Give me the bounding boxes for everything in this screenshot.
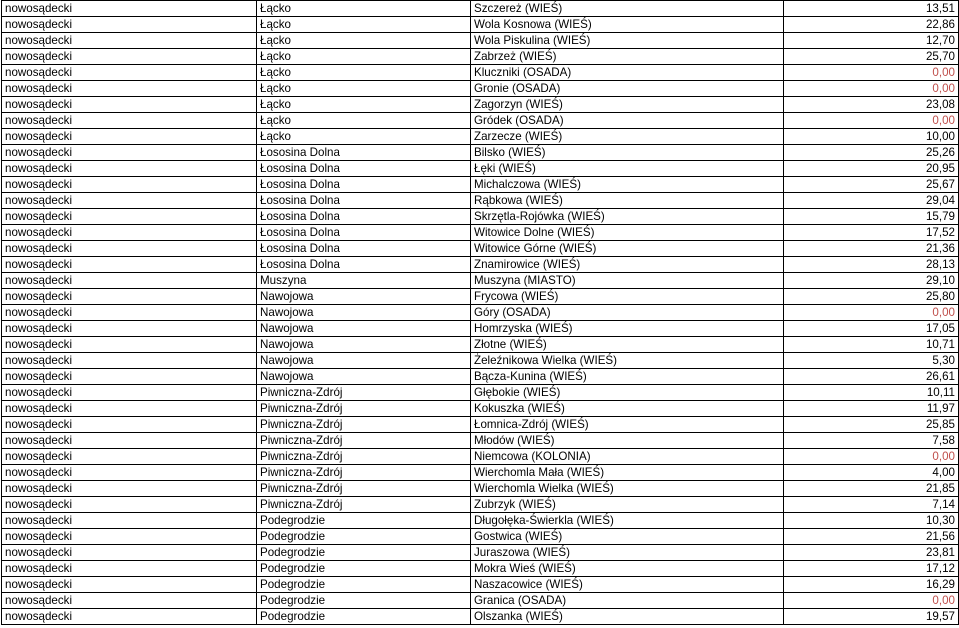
miejscowosc-cell[interactable]: Góry (OSADA) xyxy=(471,305,784,321)
table-row xyxy=(2,497,959,513)
value-cell[interactable]: 11,97 xyxy=(784,401,959,417)
miejscowosc-cell[interactable]: Długołęka-Świerkla (WIEŚ) xyxy=(471,513,784,529)
gmina-cell[interactable]: Podegrodzie xyxy=(257,577,471,593)
powiat-cell[interactable]: nowosądecki xyxy=(2,225,257,241)
value-cell[interactable]: 21,56 xyxy=(784,529,959,545)
powiat-cell[interactable]: nowosądecki xyxy=(2,305,257,321)
powiat-cell[interactable]: nowosądecki xyxy=(2,193,257,209)
table-row xyxy=(2,225,959,241)
miejscowosc-cell[interactable]: Zarzecze (WIEŚ) xyxy=(471,129,784,145)
table-row xyxy=(2,321,959,337)
powiat-cell[interactable]: nowosądecki xyxy=(2,145,257,161)
miejscowosc-cell[interactable]: Zabrzeż (WIEŚ) xyxy=(471,49,784,65)
table-row xyxy=(2,209,959,225)
miejscowosc-cell[interactable]: Naszacowice (WIEŚ) xyxy=(471,577,784,593)
table-row xyxy=(2,273,959,289)
gmina-cell[interactable]: Nawojowa xyxy=(257,337,471,353)
table-row xyxy=(2,81,959,97)
miejscowosc-cell[interactable]: Gródek (OSADA) xyxy=(471,113,784,129)
table-row xyxy=(2,417,959,433)
gmina-cell[interactable]: Łącko xyxy=(257,49,471,65)
miejscowosc-cell[interactable]: Łęki (WIEŚ) xyxy=(471,161,784,177)
powiat-cell[interactable]: nowosądecki xyxy=(2,321,257,337)
powiat-cell[interactable]: nowosądecki xyxy=(2,465,257,481)
powiat-cell[interactable]: nowosądecki xyxy=(2,17,257,33)
value-cell[interactable]: 12,70 xyxy=(784,33,959,49)
gmina-cell[interactable]: Podegrodzie xyxy=(257,609,471,625)
powiat-cell[interactable]: nowosądecki xyxy=(2,513,257,529)
powiat-cell[interactable]: nowosądecki xyxy=(2,1,257,17)
value-cell[interactable]: 25,80 xyxy=(784,289,959,305)
table-body xyxy=(2,1,959,625)
table-row xyxy=(2,17,959,33)
table-row xyxy=(2,609,959,625)
table-row xyxy=(2,145,959,161)
value-cell[interactable]: 28,13 xyxy=(784,257,959,273)
gmina-cell[interactable]: Łososina Dolna xyxy=(257,193,471,209)
value-cell[interactable]: 4,00 xyxy=(784,465,959,481)
miejscowosc-cell[interactable]: Szczereż (WIEŚ) xyxy=(471,1,784,17)
table-row xyxy=(2,129,959,145)
miejscowosc-cell[interactable]: Homrzyska (WIEŚ) xyxy=(471,321,784,337)
powiat-cell[interactable]: nowosądecki xyxy=(2,433,257,449)
value-cell[interactable]: 10,71 xyxy=(784,337,959,353)
powiat-cell[interactable]: nowosądecki xyxy=(2,561,257,577)
table-row xyxy=(2,465,959,481)
value-cell[interactable]: 21,85 xyxy=(784,481,959,497)
miejscowosc-cell[interactable]: Witowice Górne (WIEŚ) xyxy=(471,241,784,257)
powiat-cell[interactable]: nowosądecki xyxy=(2,257,257,273)
value-cell[interactable]: 25,70 xyxy=(784,49,959,65)
miejscowosc-cell[interactable]: Głębokie (WIEŚ) xyxy=(471,385,784,401)
value-cell[interactable]: 23,08 xyxy=(784,97,959,113)
gmina-cell[interactable]: Podegrodzie xyxy=(257,561,471,577)
value-cell[interactable]: 25,85 xyxy=(784,417,959,433)
gmina-cell[interactable]: Podegrodzie xyxy=(257,593,471,609)
table-row xyxy=(2,113,959,129)
gmina-cell[interactable]: Łącko xyxy=(257,65,471,81)
table-row xyxy=(2,353,959,369)
powiat-cell[interactable]: nowosądecki xyxy=(2,529,257,545)
miejscowosc-cell[interactable]: Frycowa (WIEŚ) xyxy=(471,289,784,305)
table-row xyxy=(2,385,959,401)
gmina-cell[interactable]: Piwniczna-Zdrój xyxy=(257,465,471,481)
gmina-cell[interactable]: Łącko xyxy=(257,33,471,49)
powiat-cell[interactable]: nowosądecki xyxy=(2,481,257,497)
powiat-cell[interactable]: nowosądecki xyxy=(2,33,257,49)
table-row xyxy=(2,97,959,113)
powiat-cell[interactable]: nowosądecki xyxy=(2,97,257,113)
miejscowosc-cell[interactable]: Znamirowice (WIEŚ) xyxy=(471,257,784,273)
value-cell[interactable]: 17,05 xyxy=(784,321,959,337)
gmina-cell[interactable]: Nawojowa xyxy=(257,289,471,305)
value-cell[interactable]: 10,11 xyxy=(784,385,959,401)
table-row xyxy=(2,49,959,65)
gmina-cell[interactable]: Łososina Dolna xyxy=(257,145,471,161)
powiat-cell[interactable]: nowosądecki xyxy=(2,289,257,305)
powiat-cell[interactable]: nowosądecki xyxy=(2,593,257,609)
table-row xyxy=(2,257,959,273)
miejscowosc-cell[interactable]: Niemcowa (KOLONIA) xyxy=(471,449,784,465)
value-cell[interactable]: 0,00 xyxy=(784,593,959,609)
powiat-cell[interactable]: nowosądecki xyxy=(2,65,257,81)
table-row xyxy=(2,193,959,209)
value-cell[interactable]: 13,51 xyxy=(784,1,959,17)
gmina-cell[interactable]: Łososina Dolna xyxy=(257,209,471,225)
table-row xyxy=(2,529,959,545)
powiat-cell[interactable]: nowosądecki xyxy=(2,273,257,289)
value-cell[interactable]: 10,30 xyxy=(784,513,959,529)
gmina-cell[interactable]: Podegrodzie xyxy=(257,529,471,545)
miejscowosc-cell[interactable]: Łomnica-Zdrój (WIEŚ) xyxy=(471,417,784,433)
gmina-cell[interactable]: Łososina Dolna xyxy=(257,241,471,257)
gmina-cell[interactable]: Podegrodzie xyxy=(257,545,471,561)
miejscowosc-cell[interactable]: Mokra Wieś (WIEŚ) xyxy=(471,561,784,577)
value-cell[interactable]: 22,86 xyxy=(784,17,959,33)
table-row xyxy=(2,593,959,609)
powiat-cell[interactable]: nowosądecki xyxy=(2,449,257,465)
powiat-cell[interactable]: nowosądecki xyxy=(2,113,257,129)
powiat-cell[interactable]: nowosądecki xyxy=(2,337,257,353)
miejscowosc-cell[interactable]: Granica (OSADA) xyxy=(471,593,784,609)
value-cell[interactable]: 16,29 xyxy=(784,577,959,593)
gmina-cell[interactable]: Łącko xyxy=(257,1,471,17)
table-row xyxy=(2,369,959,385)
data-table xyxy=(1,0,959,625)
miejscowosc-cell[interactable]: Wola Piskulina (WIEŚ) xyxy=(471,33,784,49)
miejscowosc-cell[interactable]: Olszanka (WIEŚ) xyxy=(471,609,784,625)
miejscowosc-cell[interactable]: Gronie (OSADA) xyxy=(471,81,784,97)
value-cell[interactable]: 0,00 xyxy=(784,305,959,321)
powiat-cell[interactable]: nowosądecki xyxy=(2,497,257,513)
table-row xyxy=(2,401,959,417)
gmina-cell[interactable]: Piwniczna-Zdrój xyxy=(257,449,471,465)
miejscowosc-cell[interactable]: Michalczowa (WIEŚ) xyxy=(471,177,784,193)
gmina-cell[interactable]: Piwniczna-Zdrój xyxy=(257,433,471,449)
value-cell[interactable]: 0,00 xyxy=(784,81,959,97)
table-row xyxy=(2,1,959,17)
gmina-cell[interactable]: Nawojowa xyxy=(257,305,471,321)
table-row xyxy=(2,65,959,81)
miejscowosc-cell[interactable]: Kokuszka (WIEŚ) xyxy=(471,401,784,417)
table-row xyxy=(2,513,959,529)
miejscowosc-cell[interactable]: Zubrzyk (WIEŚ) xyxy=(471,497,784,513)
powiat-cell[interactable]: nowosądecki xyxy=(2,353,257,369)
miejscowosc-cell[interactable]: Bącza-Kunina (WIEŚ) xyxy=(471,369,784,385)
value-cell[interactable]: 20,95 xyxy=(784,161,959,177)
value-cell[interactable]: 17,52 xyxy=(784,225,959,241)
gmina-cell[interactable]: Łososina Dolna xyxy=(257,161,471,177)
value-cell[interactable]: 19,57 xyxy=(784,609,959,625)
powiat-cell[interactable]: nowosądecki xyxy=(2,417,257,433)
gmina-cell[interactable]: Łososina Dolna xyxy=(257,257,471,273)
value-cell[interactable]: 17,12 xyxy=(784,561,959,577)
powiat-cell[interactable]: nowosądecki xyxy=(2,241,257,257)
powiat-cell[interactable]: nowosądecki xyxy=(2,49,257,65)
powiat-cell[interactable]: nowosądecki xyxy=(2,401,257,417)
value-cell[interactable]: 21,36 xyxy=(784,241,959,257)
powiat-cell[interactable]: nowosądecki xyxy=(2,177,257,193)
table-row xyxy=(2,337,959,353)
value-cell[interactable]: 7,14 xyxy=(784,497,959,513)
value-cell[interactable]: 0,00 xyxy=(784,113,959,129)
table-row xyxy=(2,433,959,449)
miejscowosc-cell[interactable]: Zagorzyn (WIEŚ) xyxy=(471,97,784,113)
powiat-cell[interactable]: nowosądecki xyxy=(2,577,257,593)
miejscowosc-cell[interactable]: Skrzętla-Rojówka (WIEŚ) xyxy=(471,209,784,225)
value-cell[interactable]: 15,79 xyxy=(784,209,959,225)
table-row xyxy=(2,577,959,593)
gmina-cell[interactable]: Nawojowa xyxy=(257,353,471,369)
miejscowosc-cell[interactable]: Złotne (WIEŚ) xyxy=(471,337,784,353)
gmina-cell[interactable]: Łącko xyxy=(257,113,471,129)
gmina-cell[interactable]: Piwniczna-Zdrój xyxy=(257,497,471,513)
miejscowosc-cell[interactable]: Wola Kosnowa (WIEŚ) xyxy=(471,17,784,33)
miejscowosc-cell[interactable]: Bilsko (WIEŚ) xyxy=(471,145,784,161)
value-cell[interactable]: 26,61 xyxy=(784,369,959,385)
gmina-cell[interactable]: Łącko xyxy=(257,17,471,33)
miejscowosc-cell[interactable]: Kluczniki (OSADA) xyxy=(471,65,784,81)
table-row xyxy=(2,449,959,465)
miejscowosc-cell[interactable]: Juraszowa (WIEŚ) xyxy=(471,545,784,561)
table-row xyxy=(2,177,959,193)
miejscowosc-cell[interactable]: Gostwica (WIEŚ) xyxy=(471,529,784,545)
value-cell[interactable]: 7,58 xyxy=(784,433,959,449)
table-row xyxy=(2,289,959,305)
value-cell[interactable]: 0,00 xyxy=(784,65,959,81)
powiat-cell[interactable]: nowosądecki xyxy=(2,161,257,177)
miejscowosc-cell[interactable]: Witowice Dolne (WIEŚ) xyxy=(471,225,784,241)
miejscowosc-cell[interactable]: Młodów (WIEŚ) xyxy=(471,433,784,449)
gmina-cell[interactable]: Łososina Dolna xyxy=(257,177,471,193)
value-cell[interactable]: 10,00 xyxy=(784,129,959,145)
value-cell[interactable]: 25,26 xyxy=(784,145,959,161)
miejscowosc-cell[interactable]: Rąbkowa (WIEŚ) xyxy=(471,193,784,209)
value-cell[interactable]: 0,00 xyxy=(784,449,959,465)
value-cell[interactable]: 25,67 xyxy=(784,177,959,193)
powiat-cell[interactable]: nowosądecki xyxy=(2,609,257,625)
table-row xyxy=(2,545,959,561)
gmina-cell[interactable]: Piwniczna-Zdrój xyxy=(257,417,471,433)
gmina-cell[interactable]: Nawojowa xyxy=(257,369,471,385)
table-row xyxy=(2,561,959,577)
table-row xyxy=(2,161,959,177)
gmina-cell[interactable]: Muszyna xyxy=(257,273,471,289)
table-row xyxy=(2,481,959,497)
miejscowosc-cell[interactable]: Wierchomla Wielka (WIEŚ) xyxy=(471,481,784,497)
miejscowosc-cell[interactable]: Wierchomla Mała (WIEŚ) xyxy=(471,465,784,481)
miejscowosc-cell[interactable]: Muszyna (MIASTO) xyxy=(471,273,784,289)
gmina-cell[interactable]: Nawojowa xyxy=(257,321,471,337)
powiat-cell[interactable]: nowosądecki xyxy=(2,81,257,97)
value-cell[interactable]: 23,81 xyxy=(784,545,959,561)
gmina-cell[interactable]: Piwniczna-Zdrój xyxy=(257,401,471,417)
gmina-cell[interactable]: Łącko xyxy=(257,97,471,113)
gmina-cell[interactable]: Łącko xyxy=(257,129,471,145)
powiat-cell[interactable]: nowosądecki xyxy=(2,545,257,561)
miejscowosc-cell[interactable]: Żeleźnikowa Wielka (WIEŚ) xyxy=(471,353,784,369)
gmina-cell[interactable]: Piwniczna-Zdrój xyxy=(257,385,471,401)
powiat-cell[interactable]: nowosądecki xyxy=(2,209,257,225)
gmina-cell[interactable]: Podegrodzie xyxy=(257,513,471,529)
gmina-cell[interactable]: Łącko xyxy=(257,81,471,97)
table-row xyxy=(2,241,959,257)
table-row xyxy=(2,33,959,49)
table-row xyxy=(2,305,959,321)
gmina-cell[interactable]: Piwniczna-Zdrój xyxy=(257,481,471,497)
value-cell[interactable]: 29,04 xyxy=(784,193,959,209)
powiat-cell[interactable]: nowosądecki xyxy=(2,369,257,385)
powiat-cell[interactable]: nowosądecki xyxy=(2,129,257,145)
value-cell[interactable]: 5,30 xyxy=(784,353,959,369)
gmina-cell[interactable]: Łososina Dolna xyxy=(257,225,471,241)
value-cell[interactable]: 29,10 xyxy=(784,273,959,289)
powiat-cell[interactable]: nowosądecki xyxy=(2,385,257,401)
